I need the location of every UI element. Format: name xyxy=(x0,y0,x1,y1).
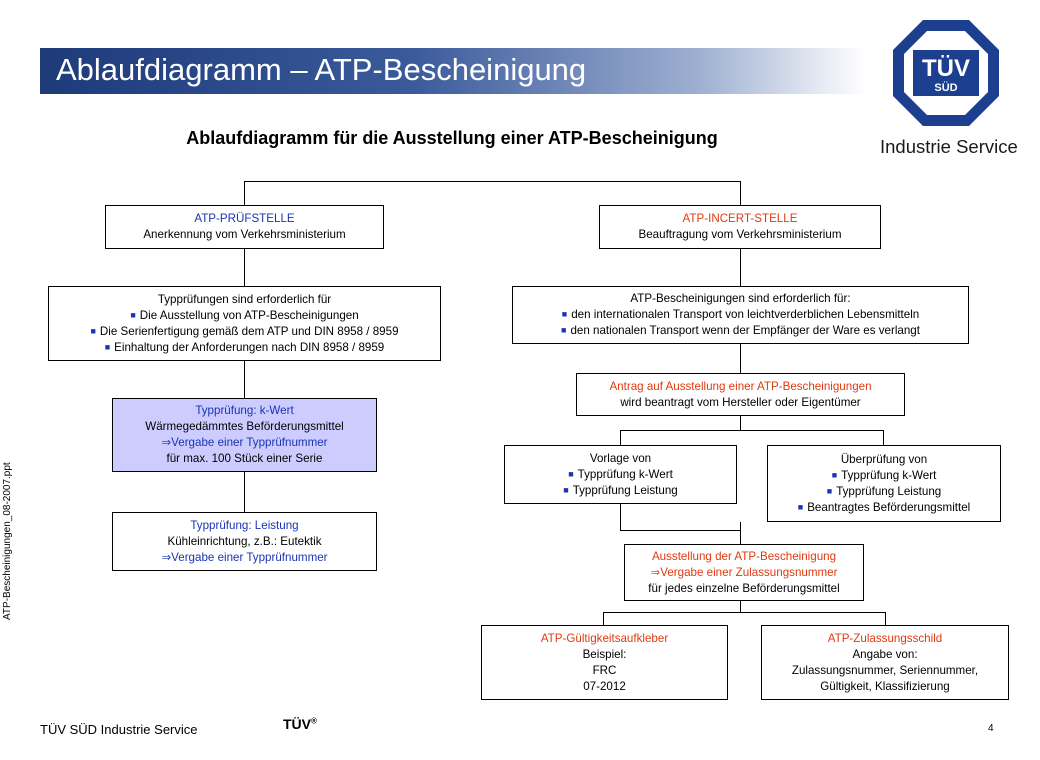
box-text: 07-2012 xyxy=(583,679,626,693)
footer-mark xyxy=(283,716,317,732)
list-item-text: Beantragtes Beförderungsmittel xyxy=(807,500,971,514)
bullet-icon: ■ xyxy=(826,485,833,496)
list-item-text: Einhaltung der Anforderungen nach DIN 8958 / 8959 xyxy=(114,340,385,354)
connector-line xyxy=(883,430,884,445)
box-title: Typprüfung: Leistung xyxy=(190,518,299,532)
connector-line xyxy=(603,612,604,625)
box-text: Gültigkeit, Klassifizierung xyxy=(820,679,950,693)
connector-line xyxy=(740,181,741,205)
list-item xyxy=(798,500,971,516)
bullet-icon: ■ xyxy=(130,309,136,320)
bullet-icon: ■ xyxy=(90,325,96,336)
registered-icon: ® xyxy=(311,716,317,726)
bullet-icon: ■ xyxy=(563,484,569,495)
connector-line xyxy=(603,612,886,613)
arrow-icon: ⇒ xyxy=(650,565,661,579)
connector-line xyxy=(740,249,741,286)
connector-line xyxy=(620,504,621,530)
box-text: für jedes einzelne Beförderungsmittel xyxy=(648,581,840,595)
bullet-icon: ■ xyxy=(568,468,574,479)
list-item-text: Typprüfung Leistung xyxy=(836,484,942,498)
typpruefung-leistung-box xyxy=(112,512,377,571)
box-title: ATP-Zulassungsschild xyxy=(827,631,943,645)
list-item-text: Typprüfung Leistung xyxy=(572,483,678,497)
zulassungsschild-box xyxy=(761,625,1009,700)
box-title: ATP-PRÜFSTELLE xyxy=(194,212,295,225)
arrow-icon: ⇒ xyxy=(161,550,172,564)
antrag-box xyxy=(576,373,905,416)
typpruefung-kwert-box xyxy=(112,398,377,472)
gueltigkeitsaufkleber-box xyxy=(481,625,728,700)
box-text: Wärmegedämmtes Beförderungsmittel xyxy=(145,420,344,433)
box-title: ATP-INCERT-STELLE xyxy=(682,212,798,225)
title-bar xyxy=(40,48,866,94)
connector-line xyxy=(740,416,741,430)
connector-line xyxy=(244,472,245,512)
box-text: Kühleinrichtung, z.B.: Eutektik xyxy=(167,534,322,548)
page-title: Ablaufdiagramm – ATP-Bescheinigung xyxy=(56,52,587,87)
box-title: ATP-Gültigkeitsaufkleber xyxy=(540,631,669,645)
box-text: Überprüfung von xyxy=(840,452,928,466)
box-title: Typprüfung: k-Wert xyxy=(195,404,294,417)
connector-line xyxy=(740,601,741,612)
list-item-text: den nationalen Transport wenn der Empfänger der Ware es verlangt xyxy=(570,324,920,337)
bullet-icon: ■ xyxy=(561,309,568,319)
connector-line xyxy=(244,361,245,398)
box-text: Typprüfungen sind erforderlich für xyxy=(157,292,332,306)
logo-caption: Industrie Service xyxy=(880,136,1018,157)
atp-pruefstelle-box xyxy=(105,205,384,249)
atp-incert-stelle-box xyxy=(599,205,881,249)
box-title: Antrag auf Ausstellung einer ATP-Bescheinigungen xyxy=(609,379,872,393)
list-item xyxy=(832,468,937,484)
list-item-text: Typprüfung k-Wert xyxy=(841,468,937,482)
connector-line xyxy=(740,522,741,544)
ueberpruefung-box xyxy=(767,445,1001,522)
connector-line xyxy=(740,344,741,373)
bullet-icon: ■ xyxy=(104,341,111,352)
list-item xyxy=(563,483,678,499)
list-item xyxy=(561,323,920,339)
connector-line xyxy=(885,612,886,625)
logo-sub: SÜD xyxy=(934,82,958,94)
list-item xyxy=(105,340,385,356)
box-text: für max. 100 Stück einer Serie xyxy=(166,452,323,465)
box-title: Ausstellung der ATP-Bescheinigung xyxy=(651,549,837,563)
box-text: Beispiel: xyxy=(582,647,627,661)
box-text: FRC xyxy=(592,663,617,677)
connector-line xyxy=(620,530,741,531)
bullet-icon: ■ xyxy=(561,325,567,335)
arrow-text: Vergabe einer Zulassungsnummer xyxy=(660,565,838,579)
arrow-text: Vergabe einer Typprüfnummer xyxy=(171,436,328,449)
box-text xyxy=(161,550,327,566)
file-name-label: ATP-Bescheinigungen_08-2007.ppt xyxy=(2,462,13,620)
connector-line xyxy=(620,430,621,445)
box-text xyxy=(161,435,327,451)
tuev-logo-icon xyxy=(891,18,1001,128)
list-item xyxy=(562,307,919,323)
box-text: ATP-Bescheinigungen sind erforderlich für: xyxy=(630,292,851,305)
footer-company: TÜV SÜD Industrie Service xyxy=(40,722,198,737)
box-text xyxy=(651,565,838,581)
logo-name: TÜV xyxy=(922,55,970,82)
list-item-text: Die Serienfertigung gemäß dem ATP und DIN 8958 / 8959 xyxy=(99,324,399,338)
list-item xyxy=(90,324,398,340)
connector-line xyxy=(244,181,245,205)
ausstellung-box xyxy=(624,544,864,601)
page-number: 4 xyxy=(988,723,994,734)
typpruefungen-box xyxy=(48,286,441,361)
vorlage-box xyxy=(504,445,737,504)
box-text: Beauftragung vom Verkehrsministerium xyxy=(638,228,842,241)
diagram-subtitle: Ablaufdiagramm für die Ausstellung einer ATP-Bescheinigung xyxy=(186,128,718,148)
list-item xyxy=(130,308,358,324)
footer-mark-text: TÜV xyxy=(283,716,311,732)
list-item xyxy=(827,484,942,500)
box-text: wird beantragt vom Hersteller oder Eigentümer xyxy=(620,395,861,409)
atp-bescheinigungen-box xyxy=(512,286,969,344)
bullet-icon: ■ xyxy=(831,469,838,480)
connector-line xyxy=(244,181,741,182)
box-text: Angabe von: xyxy=(852,647,918,661)
arrow-text: Vergabe einer Typprüfnummer xyxy=(171,550,328,564)
box-text: Anerkennung vom Verkehrsministerium xyxy=(143,228,346,241)
bullet-icon: ■ xyxy=(797,501,804,512)
connector-line xyxy=(620,430,884,431)
box-text: Zulassungsnummer, Seriennummer, xyxy=(791,663,979,677)
arrow-icon: ⇒ xyxy=(161,436,172,449)
connector-line xyxy=(244,249,245,286)
box-text: Vorlage von xyxy=(589,451,652,465)
list-item-text: Die Ausstellung von ATP-Bescheinigungen xyxy=(139,308,359,322)
list-item-text: Typprüfung k-Wert xyxy=(577,467,673,481)
list-item xyxy=(568,467,673,483)
list-item-text: den internationalen Transport von leichtverderblichen Lebensmitteln xyxy=(571,308,920,321)
